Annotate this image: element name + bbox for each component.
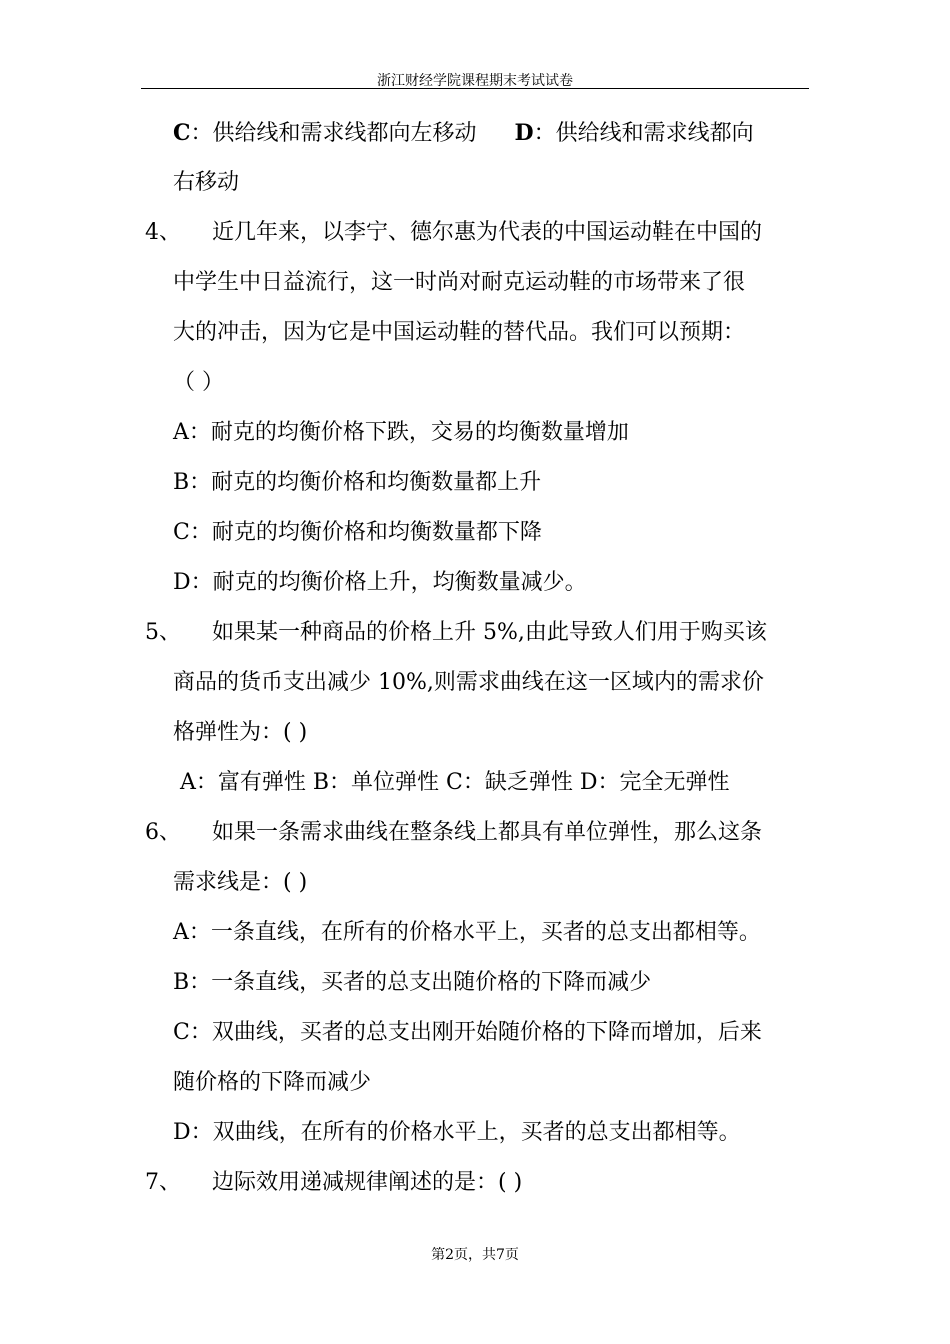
q6-option-c-line2: 随价格的下降而减少 [173, 1070, 372, 1095]
q4-option-d: D：耐克的均衡价格上升，均衡数量减少。 [173, 570, 587, 595]
q6-option-c-line1: C：双曲线，买者的总支出刚开始随价格的下降而增加，后来 [173, 1020, 762, 1045]
q4-stem-line3: 大的冲击，因为它是中国运动鞋的替代品。我们可以预期： [173, 320, 746, 345]
q3-c-text: ：供给线和需求线都向左移动 [190, 121, 477, 146]
q5-stem-line1: 如果某一种商品的价格上升 5%,由此导致人们用于购买该 [212, 620, 767, 645]
page-header: 浙江财经学院课程期末考试试卷 [377, 73, 573, 89]
q5-options: A：富有弹性 B：单位弹性 C：缺乏弹性 D：完全无弹性 [180, 770, 730, 795]
q4-number: 4、 [145, 220, 181, 245]
q6-option-a: A：一条直线，在所有的价格水平上，买者的总支出都相等。 [173, 920, 761, 945]
q4-blank: （ ） [173, 370, 224, 395]
page-footer: 第2页，共7页 [431, 1247, 519, 1263]
q4-option-a: A：耐克的均衡价格下跌，交易的均衡数量增加 [173, 420, 629, 445]
q3-d-wrap: 右移动 [173, 170, 240, 195]
q6-option-b: B：一条直线，买者的总支出随价格的下降而减少 [173, 970, 652, 995]
q5-stem-line3: 格弹性为：( ) [173, 720, 308, 745]
q3-d-letter: D [514, 120, 534, 146]
q6-option-d: D：双曲线，在所有的价格水平上，买者的总支出都相等。 [173, 1120, 741, 1145]
q4-stem-line1: 近几年来，以李宁、德尔惠为代表的中国运动鞋在中国的 [212, 220, 763, 245]
q6-stem-line1: 如果一条需求曲线在整条线上都具有单位弹性，那么这条 [212, 820, 763, 845]
q3-d-text: ：供给线和需求线都向 [533, 121, 754, 146]
q7-stem-line1: 边际效用递减规律阐述的是：( ) [212, 1170, 523, 1195]
q7-number: 7、 [145, 1170, 181, 1195]
q4-option-c: C：耐克的均衡价格和均衡数量都下降 [173, 520, 542, 545]
q6-stem-line2: 需求线是：( ) [173, 870, 308, 895]
header-rule [141, 88, 809, 89]
q4-option-b: B：耐克的均衡价格和均衡数量都上升 [173, 470, 542, 495]
q3-c-letter: C [173, 120, 191, 146]
q5-stem-line2: 商品的货币支出减少 10%,则需求曲线在这一区域内的需求价 [173, 670, 764, 695]
q6-number: 6、 [145, 820, 181, 845]
q4-stem-line2: 中学生中日益流行，这一时尚对耐克运动鞋的市场带来了很 [173, 270, 746, 295]
q3-options-cd [173, 118, 754, 149]
q5-number: 5、 [145, 620, 181, 645]
